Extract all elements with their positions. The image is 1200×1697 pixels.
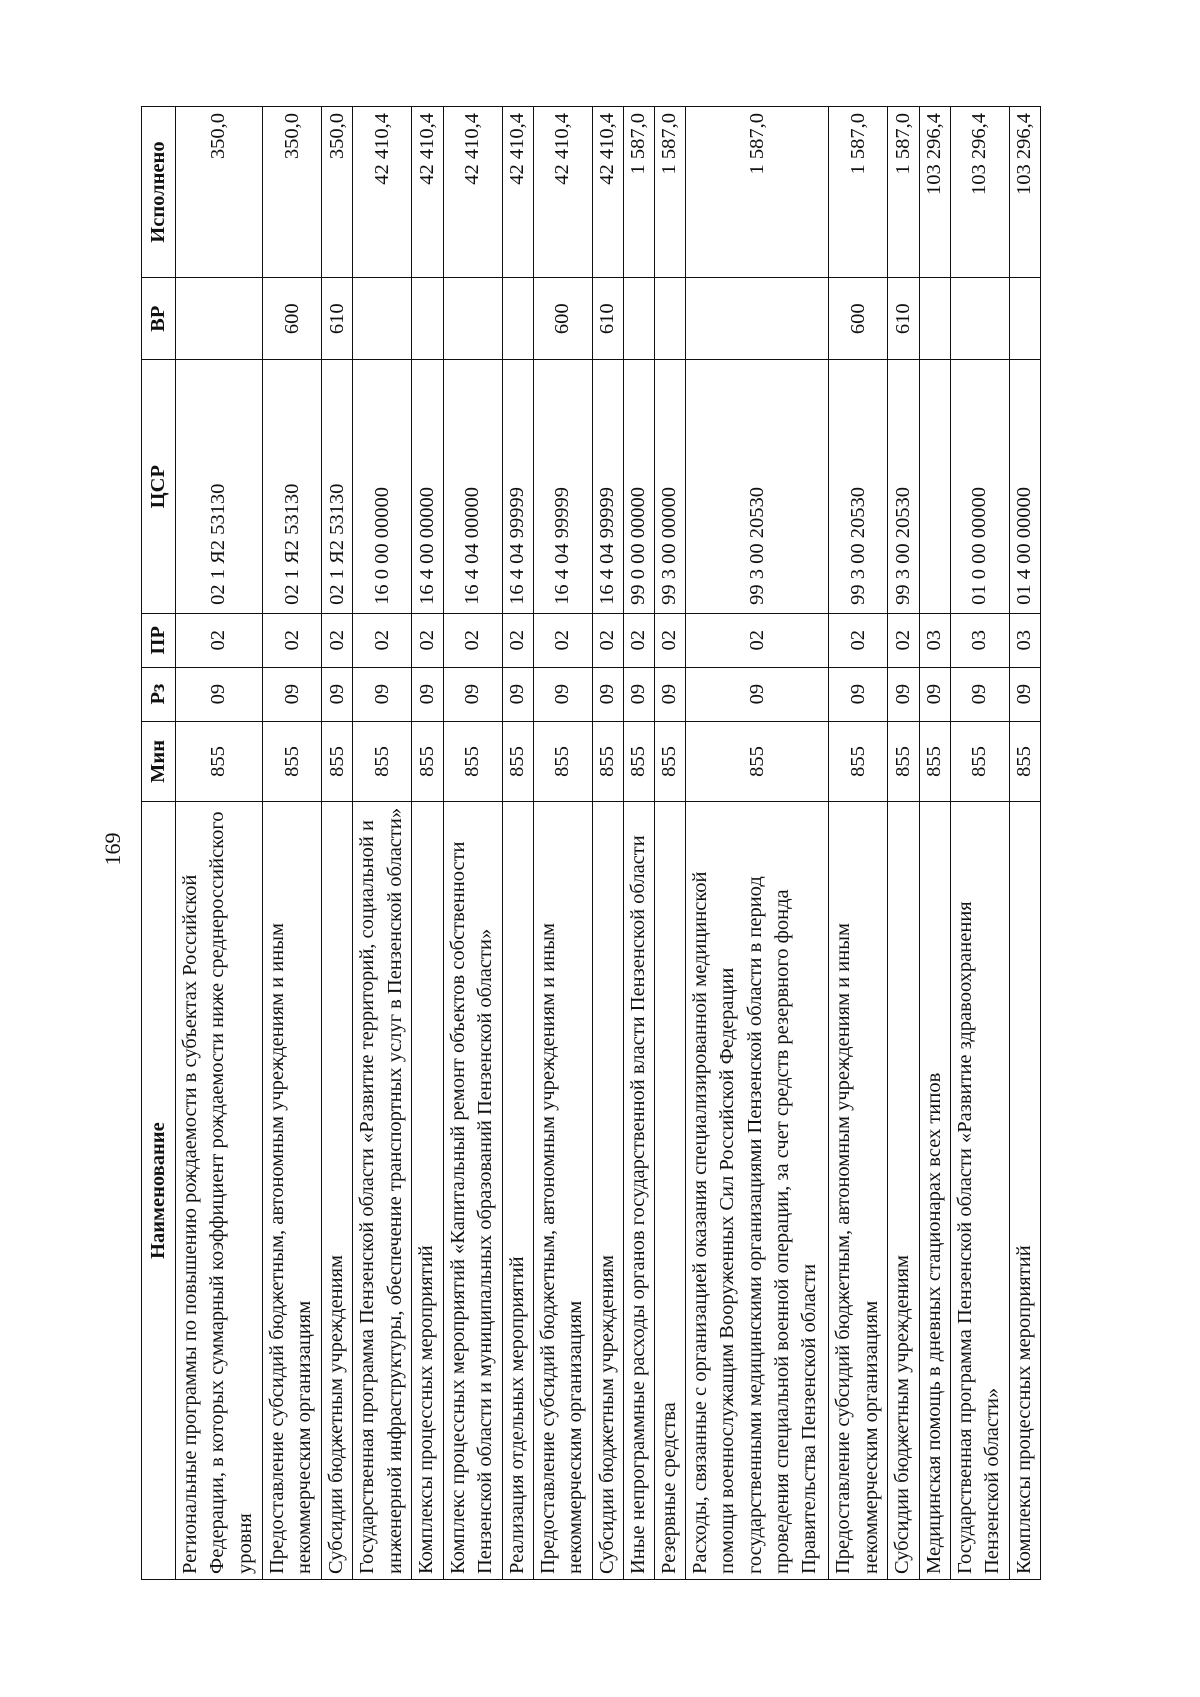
cell-vr — [655, 278, 686, 360]
table-row — [176, 107, 263, 1580]
cell-vr — [919, 278, 950, 360]
cell-rz: 09 — [1009, 667, 1040, 721]
cell-csr: 99 0 00 00000 — [623, 360, 654, 613]
cell-done: 350,0 — [322, 107, 353, 278]
cell-csr: 99 3 00 00000 — [655, 360, 686, 613]
cell-csr: 16 4 04 99999 — [502, 360, 533, 613]
header-pr: ПР — [142, 613, 176, 667]
cell-csr: 01 0 00 00000 — [950, 360, 1009, 613]
cell-done: 350,0 — [176, 107, 263, 278]
cell-name: Государственная программа Пензенской области «Развитие территорий, социальной и инженерной инфраструктуры, обеспечение транспортных услуг в Пензенской области» — [353, 802, 412, 1580]
cell-csr: 99 3 00 20530 — [888, 360, 919, 613]
cell-name: Государственная программа Пензенской области «Развитие здравоохранения Пензенской области» — [950, 802, 1009, 1580]
cell-min: 855 — [533, 721, 592, 802]
cell-pr: 02 — [353, 613, 412, 667]
header-csr: ЦСР — [142, 360, 176, 613]
cell-vr: 600 — [533, 278, 592, 360]
cell-min: 855 — [592, 721, 623, 802]
table-row — [322, 107, 353, 1580]
cell-pr: 02 — [592, 613, 623, 667]
table-row — [829, 107, 888, 1580]
cell-min: 855 — [623, 721, 654, 802]
page-number: 169 — [100, 832, 125, 866]
cell-name: Иные непрограммные расходы органов государственной власти Пензенской области — [623, 802, 654, 1580]
cell-name: Предоставление субсидий бюджетным, автономным учреждениям и иным некоммерческим организациям — [533, 802, 592, 1580]
cell-done: 42 410,4 — [533, 107, 592, 278]
cell-name: Комплекс процессных мероприятий «Капитальный ремонт объектов собственности Пензенской области и муниципальных образований Пензенской области» — [443, 802, 502, 1580]
table-row — [502, 107, 533, 1580]
cell-done: 42 410,4 — [592, 107, 623, 278]
table-header-row — [142, 107, 176, 1580]
cell-vr — [623, 278, 654, 360]
table-row — [888, 107, 919, 1580]
cell-rz: 09 — [322, 667, 353, 721]
cell-pr: 02 — [888, 613, 919, 667]
cell-csr: 99 3 00 20530 — [829, 360, 888, 613]
cell-rz: 09 — [655, 667, 686, 721]
cell-name: Субсидии бюджетным учреждениям — [322, 802, 353, 1580]
cell-csr — [919, 360, 950, 613]
cell-csr: 16 0 00 00000 — [353, 360, 412, 613]
cell-rz: 09 — [592, 667, 623, 721]
table-wrapper — [141, 106, 1041, 1580]
cell-csr: 02 1 Я2 53130 — [263, 360, 322, 613]
cell-done: 1 587,0 — [655, 107, 686, 278]
cell-pr: 02 — [829, 613, 888, 667]
table-row — [263, 107, 322, 1580]
cell-vr: 600 — [829, 278, 888, 360]
cell-done: 1 587,0 — [888, 107, 919, 278]
header-done: Исполнено — [142, 107, 176, 278]
table-row — [412, 107, 443, 1580]
cell-pr: 03 — [1009, 613, 1040, 667]
cell-done: 42 410,4 — [353, 107, 412, 278]
table-row — [353, 107, 412, 1580]
table-row — [950, 107, 1009, 1580]
cell-vr: 610 — [592, 278, 623, 360]
cell-rz: 09 — [533, 667, 592, 721]
cell-name: Региональные программы по повышению рождаемости в субъектах Российской Федерации, в которых суммарный коэффициент рождаемости ниже среднероссийского уровня — [176, 802, 263, 1580]
cell-name: Предоставление субсидий бюджетным, автономным учреждениям и иным некоммерческим организациям — [829, 802, 888, 1580]
cell-pr: 02 — [176, 613, 263, 667]
cell-rz: 09 — [443, 667, 502, 721]
cell-vr: 610 — [888, 278, 919, 360]
cell-name: Комплексы процессных мероприятий — [1009, 802, 1040, 1580]
cell-done: 1 587,0 — [623, 107, 654, 278]
cell-pr: 03 — [919, 613, 950, 667]
cell-name: Медицинская помощь в дневных стационарах всех типов — [919, 802, 950, 1580]
cell-name: Субсидии бюджетным учреждениям — [592, 802, 623, 1580]
cell-pr: 02 — [533, 613, 592, 667]
cell-done: 42 410,4 — [443, 107, 502, 278]
header-rz: Рз — [142, 667, 176, 721]
cell-rz: 09 — [919, 667, 950, 721]
table-body — [176, 107, 1041, 1580]
cell-csr: 02 1 Я2 53130 — [322, 360, 353, 613]
cell-min: 855 — [412, 721, 443, 802]
cell-csr: 01 4 00 00000 — [1009, 360, 1040, 613]
table-row — [623, 107, 654, 1580]
header-name: Наименование — [142, 802, 176, 1580]
cell-min: 855 — [176, 721, 263, 802]
cell-pr: 02 — [263, 613, 322, 667]
cell-rz: 09 — [176, 667, 263, 721]
cell-pr: 02 — [412, 613, 443, 667]
cell-min: 855 — [443, 721, 502, 802]
cell-rz: 09 — [263, 667, 322, 721]
cell-pr: 02 — [502, 613, 533, 667]
cell-vr — [412, 278, 443, 360]
cell-csr: 02 1 Я2 53130 — [176, 360, 263, 613]
rotated-table-container — [141, 106, 1041, 1580]
cell-pr: 02 — [443, 613, 502, 667]
table-row — [592, 107, 623, 1580]
budget-table — [141, 106, 1041, 1580]
cell-done: 103 296,4 — [1009, 107, 1040, 278]
table-row — [533, 107, 592, 1580]
cell-done: 42 410,4 — [502, 107, 533, 278]
cell-name: Расходы, связанные с организацией оказания специализированной медицинской помощи военнослужащим Вооруженных Сил Российской Федерации государственными медицинскими организациями Пензенской области в период проведения специальной военной операции, за счет средств резервного фонда Правительства Пензенской области — [686, 802, 829, 1580]
cell-rz: 09 — [829, 667, 888, 721]
cell-min: 855 — [888, 721, 919, 802]
cell-min: 855 — [322, 721, 353, 802]
table-row — [655, 107, 686, 1580]
cell-name: Реализация отдельных мероприятий — [502, 802, 533, 1580]
cell-rz: 09 — [502, 667, 533, 721]
cell-vr — [443, 278, 502, 360]
cell-vr — [176, 278, 263, 360]
cell-done: 1 587,0 — [829, 107, 888, 278]
cell-min: 855 — [919, 721, 950, 802]
cell-pr: 02 — [322, 613, 353, 667]
cell-pr: 02 — [655, 613, 686, 667]
cell-csr: 16 4 00 00000 — [412, 360, 443, 613]
cell-vr — [950, 278, 1009, 360]
cell-rz: 09 — [888, 667, 919, 721]
table-row — [443, 107, 502, 1580]
table-row — [686, 107, 829, 1580]
cell-min: 855 — [686, 721, 829, 802]
cell-vr: 600 — [263, 278, 322, 360]
cell-rz: 09 — [412, 667, 443, 721]
cell-name: Комплексы процессных мероприятий — [412, 802, 443, 1580]
cell-done: 350,0 — [263, 107, 322, 278]
cell-min: 855 — [950, 721, 1009, 802]
cell-vr — [1009, 278, 1040, 360]
cell-rz: 09 — [686, 667, 829, 721]
cell-csr: 16 4 04 00000 — [443, 360, 502, 613]
cell-csr: 16 4 04 99999 — [533, 360, 592, 613]
cell-done: 103 296,4 — [919, 107, 950, 278]
cell-min: 855 — [655, 721, 686, 802]
cell-name: Предоставление субсидий бюджетным, автономным учреждениям и иным некоммерческим организациям — [263, 802, 322, 1580]
cell-rz: 09 — [623, 667, 654, 721]
cell-name: Субсидии бюджетным учреждениям — [888, 802, 919, 1580]
cell-min: 855 — [1009, 721, 1040, 802]
cell-pr: 02 — [686, 613, 829, 667]
cell-min: 855 — [502, 721, 533, 802]
cell-csr: 99 3 00 20530 — [686, 360, 829, 613]
cell-min: 855 — [353, 721, 412, 802]
cell-vr — [353, 278, 412, 360]
cell-rz: 09 — [353, 667, 412, 721]
cell-csr: 16 4 04 99999 — [592, 360, 623, 613]
cell-min: 855 — [263, 721, 322, 802]
cell-vr: 610 — [322, 278, 353, 360]
cell-pr: 03 — [950, 613, 1009, 667]
cell-min: 855 — [829, 721, 888, 802]
cell-rz: 09 — [950, 667, 1009, 721]
header-min: Мин — [142, 721, 176, 802]
table-row — [1009, 107, 1040, 1580]
cell-done: 42 410,4 — [412, 107, 443, 278]
cell-name: Резервные средства — [655, 802, 686, 1580]
cell-pr: 02 — [623, 613, 654, 667]
cell-done: 1 587,0 — [686, 107, 829, 278]
table-row — [919, 107, 950, 1580]
header-vr: ВР — [142, 278, 176, 360]
cell-vr — [686, 278, 829, 360]
cell-vr — [502, 278, 533, 360]
cell-done: 103 296,4 — [950, 107, 1009, 278]
